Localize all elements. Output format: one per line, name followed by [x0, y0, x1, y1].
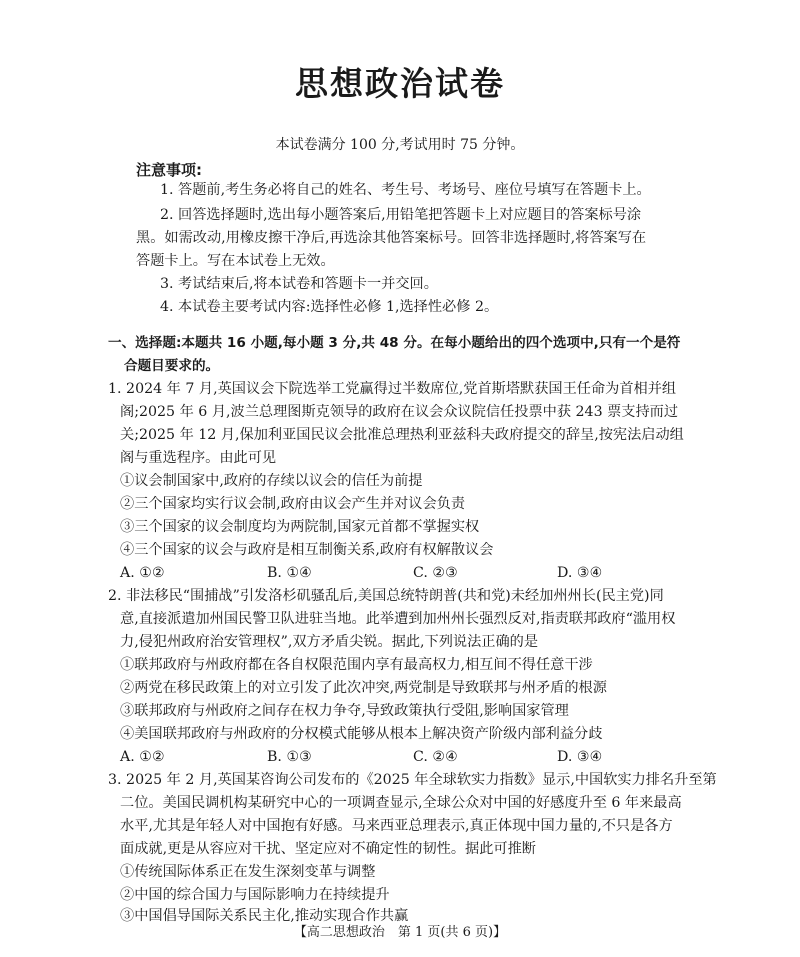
question-3-stem: 二位。美国民调机构某研究中心的一项调查显示,全球公众对中国的好感度升至 6 年来最高 [120, 795, 682, 811]
question-2-statement: ①联邦政府与州政府都在各自权限范围内享有最高权力,相互间不得任意干涉 [120, 657, 593, 673]
option-a[interactable]: A. ①② [120, 749, 165, 765]
question-1-statement: ③三个国家的议会制度均为两院制,国家元首都不掌握实权 [120, 519, 480, 535]
option-b[interactable]: B. ①③ [267, 749, 312, 765]
question-1-options [0, 563, 800, 583]
question-1-statement: ④三个国家的议会与政府是相互制衡关系,政府有权解散议会 [120, 542, 494, 558]
page-footer: 【高二思想政治 第 1 页(共 6 页)】 [293, 925, 507, 940]
question-3-stem: 面成就,更是从容应对干扰、坚定应对不确定性的韧性。据此可推断 [120, 841, 536, 857]
exam-info: 本试卷满分 100 分,考试用时 75 分钟。 [275, 137, 525, 153]
question-2-stem: 2. 非法移民“围捕战”引发洛杉矶骚乱后,美国总统特朗普(共和党)未经加州州长(民主党)同 [108, 588, 664, 604]
question-3-statement: ②中国的综合国力与国际影响力在持续提升 [120, 887, 390, 903]
question-3-stem: 3. 2025 年 2 月,英国某咨询公司发布的《2025 年全球软实力指数》显示,中国软实力排名升至第 [108, 772, 717, 788]
option-b[interactable]: B. ①④ [267, 565, 312, 581]
question-1-stem: 阁;2025 年 6 月,波兰总理图斯克领导的政府在议会众议院信任投票中获 243 票支持而过 [120, 404, 679, 420]
section-heading: 一、选择题:本题共 16 小题,每小题 3 分,共 48 分。在每小题给出的四个选项中,只有一个是符 [108, 335, 681, 351]
option-c[interactable]: C. ②④ [413, 749, 458, 765]
question-3-statement: ③中国倡导国际关系民主化,推动实现合作共赢 [120, 908, 409, 924]
notice-heading: 注意事项: [136, 161, 202, 179]
section-heading-cont: 合题目要求的。 [124, 358, 220, 374]
notice-line: 3. 考试结束后,将本试卷和答题卡一并交回。 [160, 276, 438, 292]
option-a[interactable]: A. ①② [120, 565, 165, 581]
question-2-statement: ②两党在移民政策上的对立引发了此次冲突,两党制是导致联邦与州矛盾的根源 [120, 680, 607, 696]
question-1-stem: 1. 2024 年 7 月,英国议会下院选举工党赢得过半数席位,党首斯塔默获国王任命为首相并组 [108, 381, 677, 397]
notice-line: 4. 本试卷主要考试内容:选择性必修 1,选择性必修 2。 [160, 299, 499, 315]
question-2-statement: ③联邦政府与州政府之间存在权力争夺,导致政策执行受阻,影响国家管理 [120, 703, 569, 719]
question-1-statement: ①议会制国家中,政府的存续以议会的信任为前提 [120, 473, 423, 489]
question-3-stem: 水平,尤其是年轻人对中国抱有好感。马来西亚总理表示,真正体现中国力量的,不只是各方 [120, 818, 673, 834]
option-c[interactable]: C. ②③ [413, 565, 458, 581]
notice-line: 1. 答题前,考生务必将自己的姓名、考生号、考场号、座位号填写在答题卡上。 [160, 182, 651, 198]
question-3-statement: ①传统国际体系正在发生深刻变革与调整 [120, 864, 376, 880]
notice-line: 黑。如需改动,用橡皮擦干净后,再选涂其他答案标号。回答非选择题时,将答案写在 [136, 230, 647, 246]
option-d[interactable]: D. ③④ [557, 565, 603, 581]
question-1-stem: 阁与重选程序。由此可见 [120, 450, 277, 466]
option-d[interactable]: D. ③④ [557, 749, 603, 765]
notice-line: 2. 回答选择题时,选出每小题答案后,用铅笔把答题卡上对应题目的答案标号涂 [160, 207, 642, 223]
question-2-statement: ④美国联邦政府与州政府的分权模式能够从根本上解决资产阶级内部利益分歧 [120, 726, 603, 742]
question-1-stem: 关;2025 年 12 月,保加利亚国民议会批准总理热利亚兹科夫政府提交的辞呈,按宪法启动组 [120, 427, 684, 443]
question-1-statement: ②三个国家均实行议会制,政府由议会产生并对议会负责 [120, 496, 466, 512]
notice-line: 答题卡上。写在本试卷上无效。 [136, 253, 335, 269]
question-2-options [0, 747, 800, 767]
page-title: 思想政治试卷 [295, 64, 505, 103]
question-2-stem: 意,直接派遣加州国民警卫队进驻当地。此举遭到加州州长强烈反对,指责联邦政府“滥用权 [120, 611, 676, 627]
question-2-stem: 力,侵犯州政府治安管理权”,双方矛盾尖锐。据此,下列说法正确的是 [120, 634, 539, 650]
